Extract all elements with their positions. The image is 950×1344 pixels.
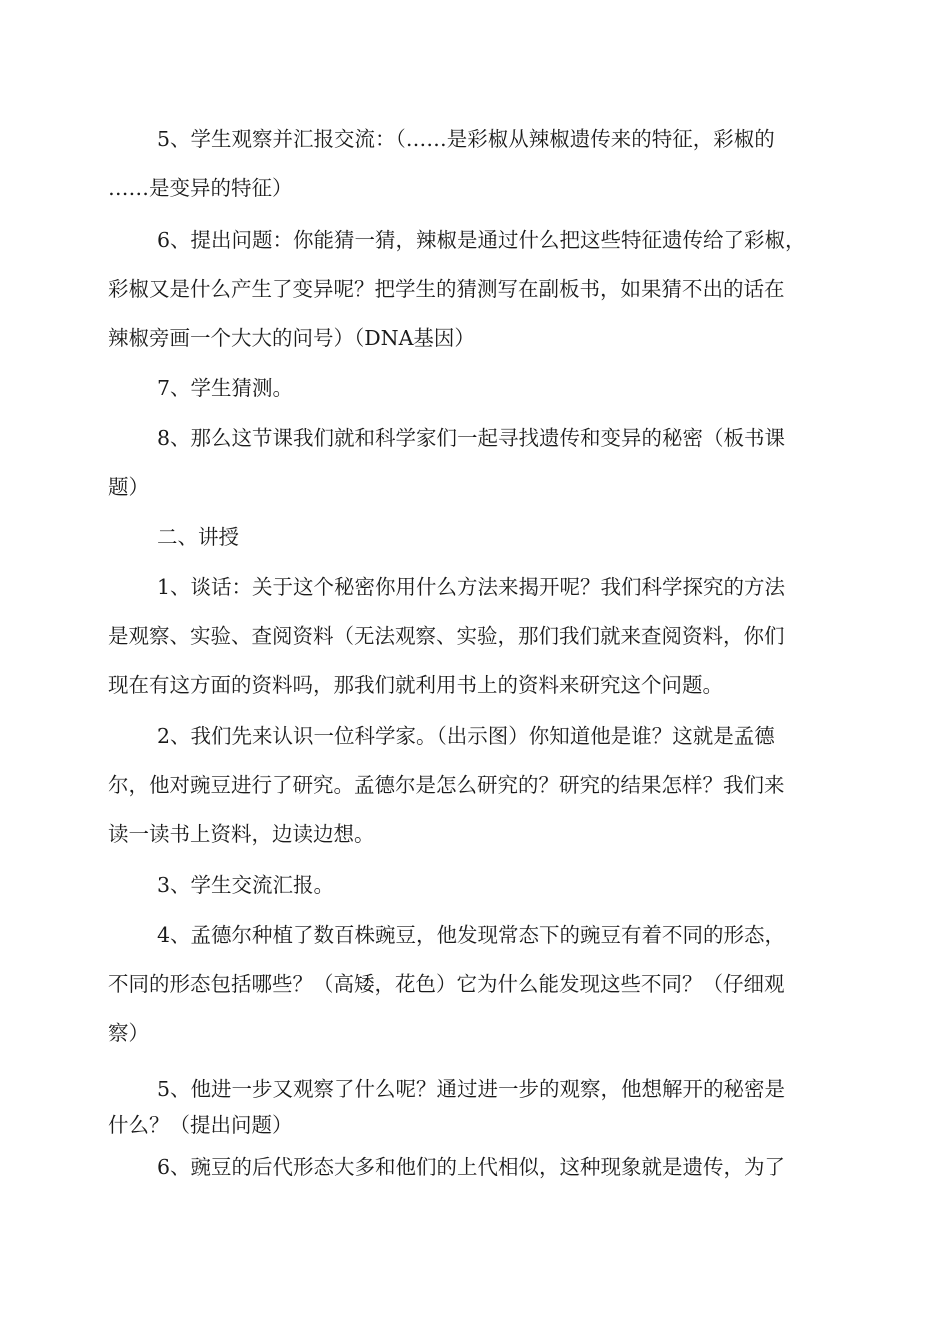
para-s2-4-line-1: 4、孟德尔种植了数百株豌豆，他发现常态下的豌豆有着不同的形态， — [157, 923, 786, 947]
para-s2-3-line-1: 3、学生交流汇报。 — [157, 873, 335, 897]
para-s2-2-line-2: 尔，他对豌豆进行了研究。孟德尔是怎么研究的？研究的结果怎样？我们来 — [108, 773, 785, 797]
para-s2-2-line-3: 读一读书上资料，边读边想。 — [108, 822, 375, 846]
para-s2-1-line-1: 1、谈话：关于这个秘密你用什么方法来揭开呢？我们科学探究的方法 — [157, 575, 786, 599]
para-8-line-1: 8、那么这节课我们就和科学家们一起寻找遗传和变异的秘密（板书课 — [157, 426, 786, 450]
para-6-line-3: 辣椒旁画一个大大的问号）（DNA基因） — [108, 326, 475, 350]
para-s2-4-line-3: 察） — [108, 1021, 149, 1045]
para-s2-5-line-1: 5、他进一步又观察了什么呢？通过进一步的观察，他想解开的秘密是 — [157, 1077, 786, 1101]
para-7-line-1: 7、学生猜测。 — [157, 376, 294, 400]
para-s2-2-line-1: 2、我们先来认识一位科学家。（出示图）你知道他是谁？这就是孟德 — [157, 724, 775, 748]
para-s2-1-line-2: 是观察、实验、查阅资料（无法观察、实验，那们我们就来查阅资料，你们 — [108, 624, 785, 648]
para-6-line-1: 6、提出问题：你能猜一猜，辣椒是通过什么把这些特征遗传给了彩椒， — [157, 228, 806, 252]
para-s2-6-line-1: 6、豌豆的后代形态大多和他们的上代相似，这种现象就是遗传，为了 — [157, 1155, 786, 1179]
para-5-line-1: 5、学生观察并汇报交流：（……是彩椒从辣椒遗传来的特征，彩椒的 — [157, 127, 775, 151]
para-6-line-2: 彩椒又是什么产生了变异呢？把学生的猜测写在副板书，如果猜不出的话在 — [108, 277, 785, 301]
para-8-line-2: 题） — [108, 475, 149, 499]
para-s2-4-line-2: 不同的形态包括哪些？（高矮，花色）它为什么能发现这些不同？（仔细观 — [108, 972, 785, 996]
para-5-line-2: ……是变异的特征） — [108, 176, 293, 200]
para-s2-1-line-3: 现在有这方面的资料吗，那我们就利用书上的资料来研究这个问题。 — [108, 673, 723, 697]
para-s2-5-line-2: 什么？（提出问题） — [108, 1113, 293, 1137]
section-heading-teaching: 二、讲授 — [157, 525, 239, 549]
